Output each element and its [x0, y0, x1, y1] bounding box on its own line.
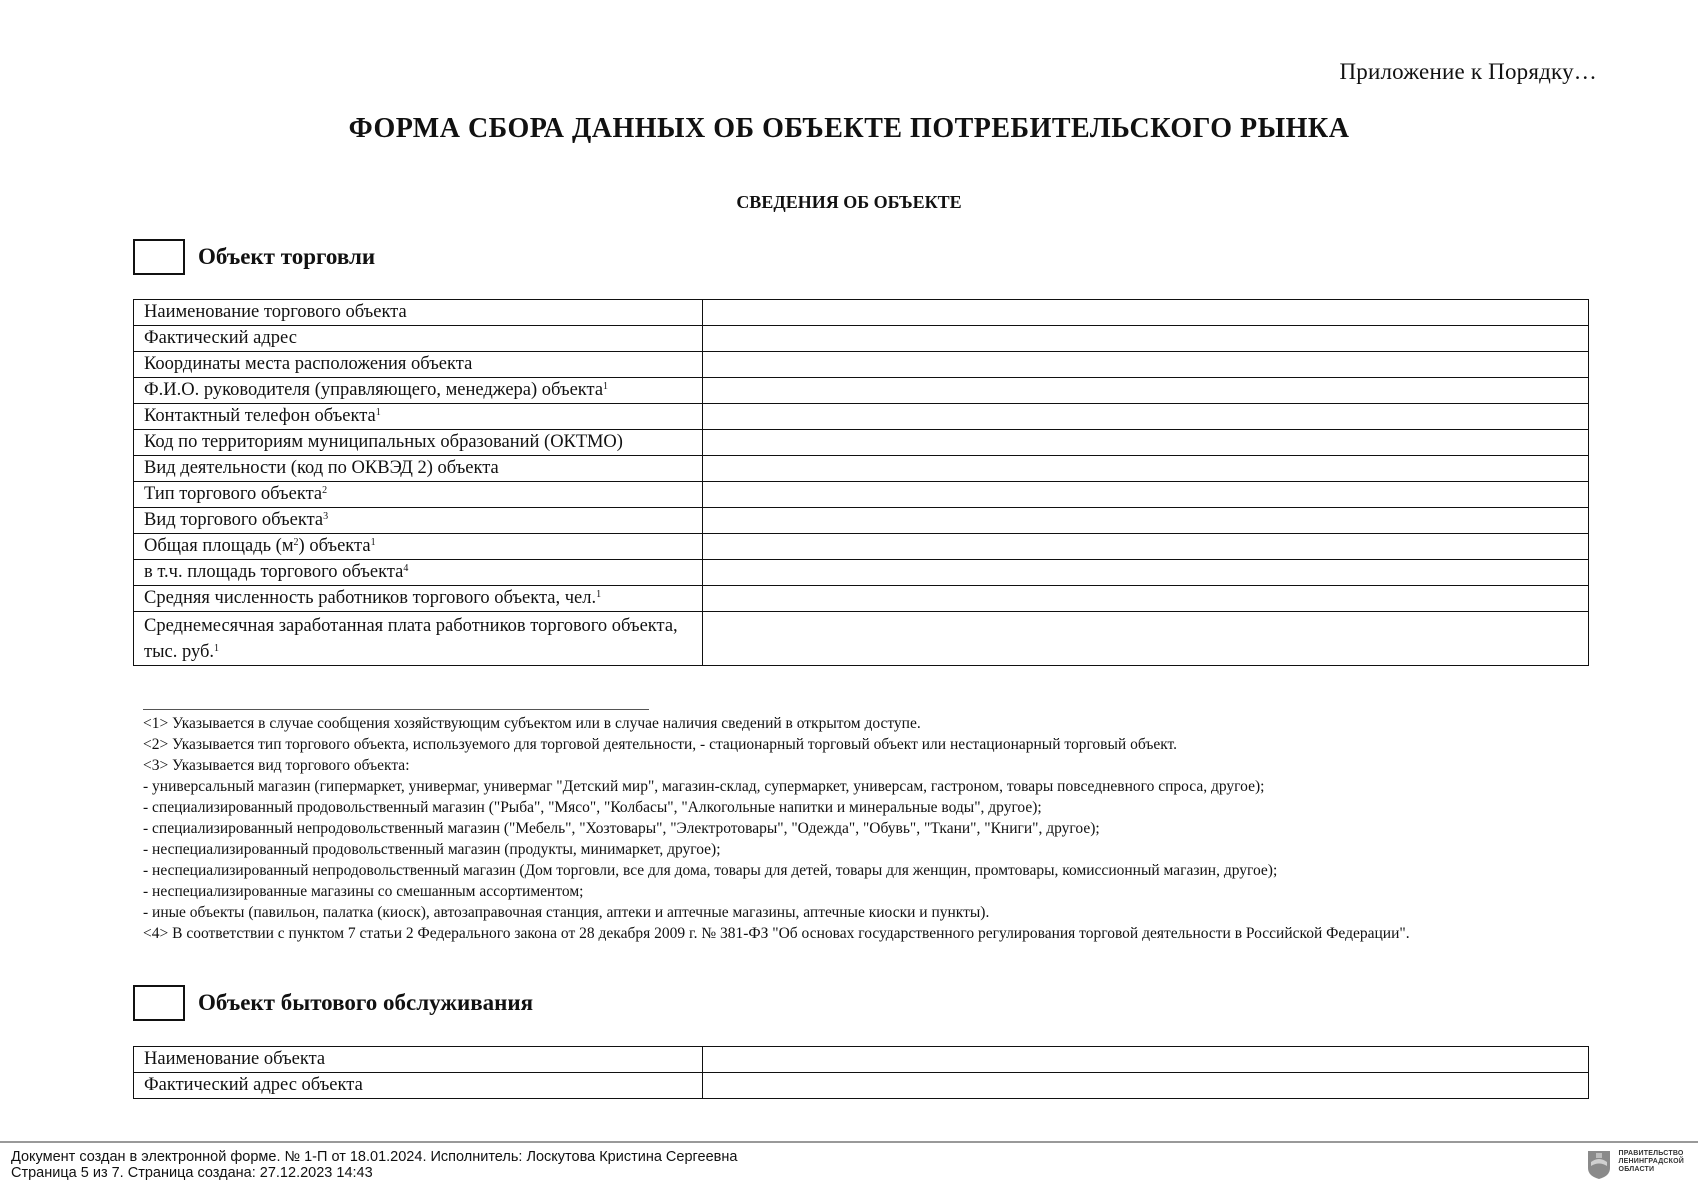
footnote-ref: 1 [370, 537, 376, 548]
gov-text-line: ПРАВИТЕЛЬСТВО [1618, 1150, 1684, 1157]
row-label [134, 352, 703, 378]
row-value-cell[interactable] [703, 300, 1589, 326]
footnote-line: - специализированный непродовольственный магазин ("Мебель", "Хозтовары", "Электротовары", "Одежда", "Обувь", "Ткани", "Книги", другое); [143, 820, 1100, 837]
table-row [134, 612, 1589, 666]
footnote-ref: 1 [596, 589, 602, 600]
footnote-line: <4> В соответствии с пунктом 7 статьи 2 Федерального закона от 28 декабря 2009 г. № 381-ФЗ "Об основах государственного регулирования торговой деятельности в Российской Федерации". [143, 925, 1410, 942]
section-service-label: Объект бытового обслуживания [198, 990, 534, 1015]
row-value-cell[interactable] [703, 456, 1589, 482]
row-label-text: Общая площадь (м [144, 536, 294, 556]
footnote-line: - специализированный продовольственный магазин ("Рыба", "Мясо", "Колбасы", "Алкогольные напитки и минеральные воды", другое); [143, 799, 1042, 816]
row-label [134, 404, 703, 430]
gov-text-line: ЛЕНИНГРАДСКОЙ [1618, 1158, 1684, 1165]
table-row [134, 1047, 1589, 1073]
row-label-text: в т.ч. площадь торгового объекта [144, 562, 404, 582]
row-label-text: Среднемесячная заработанная плата работников торгового объекта, тыс. руб. [144, 616, 678, 662]
row-value-cell[interactable] [703, 1047, 1589, 1073]
table-row [134, 534, 1589, 560]
footnote-line: <1> Указывается в случае сообщения хозяйствующим субъектом или в случае наличия сведений в открытом доступе. [143, 715, 921, 732]
section-trade-label: Объект торговли [198, 244, 376, 269]
footnote-ref: 1 [375, 407, 381, 418]
row-label-text: Тип торгового объекта [144, 484, 323, 504]
appendix-reference: Приложение к Порядку… [1339, 59, 1597, 84]
row-value-cell[interactable] [703, 508, 1589, 534]
footnote-ref: 2 [322, 485, 328, 496]
row-value-cell[interactable] [703, 352, 1589, 378]
row-label-text: Наименование торгового объекта [144, 302, 407, 322]
row-value-cell[interactable] [703, 1073, 1589, 1099]
row-label [134, 378, 703, 404]
table-row [134, 378, 1589, 404]
table-row [134, 508, 1589, 534]
table-row [134, 300, 1589, 326]
coat-of-arms-icon [1587, 1150, 1611, 1180]
footnotes-block [143, 713, 1583, 944]
footer-divider [0, 1141, 1698, 1143]
footer-page-info: Страница 5 из 7. Страница создана: 27.12.2023 14:43 [11, 1165, 373, 1181]
unit-superscript: 2 [293, 537, 299, 548]
form-title: ФОРМА СБОРА ДАННЫХ ОБ ОБЪЕКТЕ ПОТРЕБИТЕЛЬСКОГО РЫНКА [348, 113, 1350, 144]
row-label [134, 560, 703, 586]
row-label: Фактический адрес объекта [134, 1073, 703, 1099]
table-row [134, 482, 1589, 508]
row-label-text: Ф.И.О. руководителя (управляющего, менеджера) объекта [144, 380, 604, 400]
row-label-text: Средняя численность работников торгового объекта, чел. [144, 588, 597, 608]
row-value-cell[interactable] [703, 404, 1589, 430]
table-row [134, 430, 1589, 456]
footnote-ref: 4 [403, 563, 409, 574]
footnote-ref: 1 [603, 381, 609, 392]
form-subtitle: СВЕДЕНИЯ ОБ ОБЪЕКТЕ [736, 192, 962, 212]
row-value-cell[interactable] [703, 560, 1589, 586]
row-value-cell[interactable] [703, 586, 1589, 612]
trade-object-table [133, 299, 1589, 666]
row-label: Наименование объекта [134, 1047, 703, 1073]
footnote-divider [143, 709, 649, 710]
row-value-cell[interactable] [703, 378, 1589, 404]
footnote-line: <3> Указывается вид торгового объекта: [143, 757, 410, 774]
table-row [134, 1073, 1589, 1099]
row-label [134, 508, 703, 534]
government-logo [1587, 1150, 1684, 1180]
row-label [134, 300, 703, 326]
row-label-text: Контактный телефон объекта [144, 406, 376, 426]
row-label-text: Координаты места расположения объекта [144, 354, 473, 374]
table-row [134, 456, 1589, 482]
row-label [134, 430, 703, 456]
footnote-line: <2> Указывается тип торгового объекта, используемого для торговой деятельности, - стационарный торговый объект или нестационарный торговый объект. [143, 736, 1178, 753]
row-label-text: Вид деятельности (код по ОКВЭД 2) объекта [144, 458, 499, 478]
table-row [134, 352, 1589, 378]
row-value-cell[interactable] [703, 430, 1589, 456]
gov-text-line: ОБЛАСТИ [1618, 1166, 1655, 1173]
row-label-text: ) объекта [298, 536, 371, 556]
row-value-cell[interactable] [703, 482, 1589, 508]
footnote-line: - неспециализированный непродовольственный магазин (Дом торговли, все для дома, товары для детей, товары для женщин, промтовары, комиссионный магазин, другое); [143, 862, 1278, 879]
row-value-cell[interactable] [703, 612, 1589, 666]
row-value-cell[interactable] [703, 534, 1589, 560]
section-trade-header [133, 237, 375, 277]
table-row [134, 326, 1589, 352]
row-label-text: Код по территориям муниципальных образований (ОКТМО) [144, 432, 623, 452]
row-label-text: Фактический адрес [144, 328, 297, 348]
row-value-cell[interactable] [703, 326, 1589, 352]
row-label [134, 482, 703, 508]
row-label-text: Вид торгового объекта [144, 510, 324, 530]
row-label [134, 326, 703, 352]
footnote-ref: 3 [323, 511, 329, 522]
row-label [134, 612, 703, 666]
footnote-line: - универсальный магазин (гипермаркет, универмаг, универмаг "Детский мир", магазин-склад, супермаркет, универсам, гастроном, товары повседневного спроса, другое); [143, 778, 1265, 795]
row-label [134, 534, 703, 560]
service-object-checkbox[interactable] [133, 985, 185, 1021]
table-row [134, 404, 1589, 430]
footnote-line: - неспециализированные магазины со смешанным ассортиментом; [143, 883, 584, 900]
row-label [134, 586, 703, 612]
row-label [134, 456, 703, 482]
section-service-header [133, 983, 533, 1023]
footer-doc-info: Документ создан в электронной форме. № 1-П от 18.01.2024. Исполнитель: Лоскутова Кристина Сергеевна [11, 1149, 738, 1165]
footnote-ref: 1 [214, 643, 220, 654]
table-row [134, 560, 1589, 586]
footnote-line: - иные объекты (павильон, палатка (киоск), автозаправочная станция, аптеки и аптечные магазины, аптечные киоски и пункты). [143, 904, 990, 921]
table-row [134, 586, 1589, 612]
service-object-table [133, 1046, 1589, 1099]
footnote-line: - неспециализированный продовольственный магазин (продукты, минимаркет, другое); [143, 841, 721, 858]
document-footer [11, 1149, 737, 1181]
trade-object-checkbox[interactable] [133, 239, 185, 275]
